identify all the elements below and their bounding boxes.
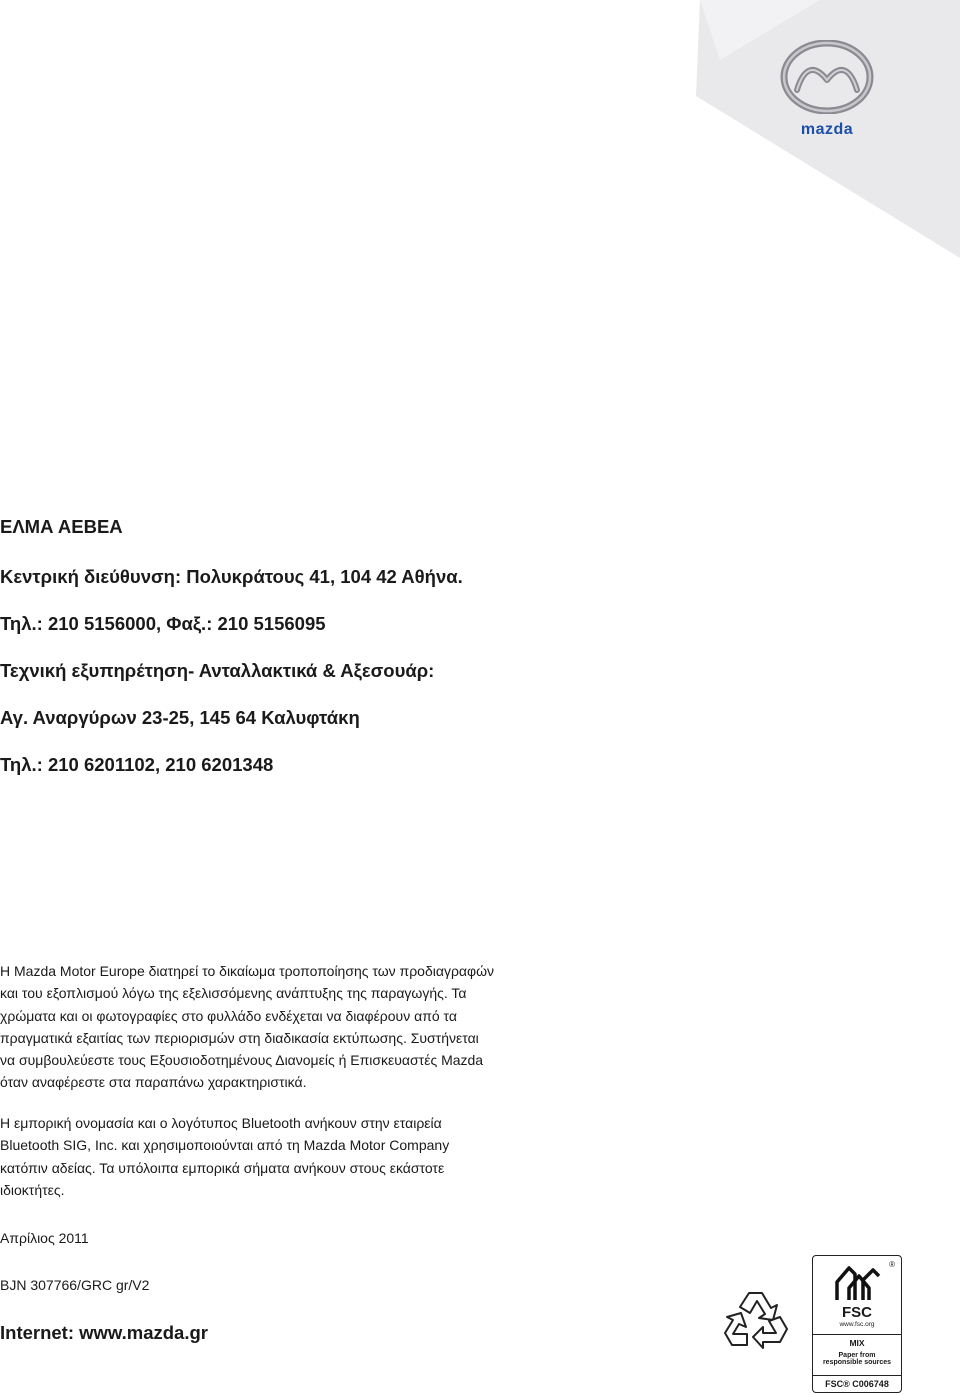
mazda-wordmark: mazda <box>800 121 854 138</box>
fsc-registered-mark: ® <box>889 1260 895 1269</box>
service-phone: Τηλ.: 210 6201102, 210 6201348 <box>0 754 274 775</box>
mazda-logo-icon <box>779 40 875 114</box>
service-address: Αγ. Αναργύρων 23-25, 145 64 Καλυφτάκη <box>0 707 360 728</box>
fsc-source-line: Paper from <box>838 1352 876 1359</box>
disclaimer-line: όταν αναφέρεστε στα παραπάνω χαρακτηριστικά. <box>0 1074 307 1091</box>
fsc-name: FSC <box>842 1304 872 1321</box>
fsc-mix: MIX <box>813 1334 901 1348</box>
recycle-icon <box>722 1287 792 1353</box>
fsc-source-line: responsible sources <box>822 1359 892 1367</box>
fsc-tree-icon <box>827 1260 887 1304</box>
disclaimer-line: και του εξοπλισμού λόγω της εξελισσόμενης ανάπτυξης της παραγωγής. Τα <box>0 985 467 1002</box>
service-title: Τεχνική εξυπηρέτηση- Ανταλλακτικά & Αξεσουάρ: <box>0 660 435 681</box>
trademark-paragraph <box>0 1112 560 1201</box>
trademark-line: Bluetooth SIG, Inc. και χρησιμοποιούνται από τη Mazda Motor Company <box>0 1137 450 1154</box>
fsc-license-code: FSC® C006748 <box>813 1375 901 1389</box>
fsc-label <box>812 1255 902 1393</box>
disclaimer-line: πραγματικά εξαιτίας των περιορισμών στη διαδικασία εκτύπωσης. Συστήνεται <box>0 1029 479 1046</box>
website-link[interactable]: Internet: www.mazda.gr <box>0 1322 208 1343</box>
company-name: ΕΛΜΑ ΑΕΒΕΑ <box>0 516 123 537</box>
disclaimer-line: Η Mazda Motor Europe διατηρεί το δικαίωμα τροποποίησης των προδιαγραφών <box>0 963 495 979</box>
disclaimer-paragraph <box>0 960 560 1094</box>
head-office-address: Κεντρική διεύθυνση: Πολυκράτους 41, 104 42 Αθήνα. <box>0 566 463 587</box>
trademark-line: κατόπιν αδείας. Τα υπόλοιπα εμπορικά σήματα ανήκουν στους εκάστοτε <box>0 1159 445 1176</box>
trademark-line: ιδιοκτήτες. <box>0 1181 65 1198</box>
fsc-source <box>813 1352 901 1367</box>
disclaimer-line: χρώματα και οι φωτογραφίες στο φυλλάδο ενδέχεται να διαφέρουν από τα <box>0 1007 457 1024</box>
phone-fax: Τηλ.: 210 5156000, Φαξ.: 210 5156095 <box>0 613 326 634</box>
mazda-logo <box>772 40 882 140</box>
document-code: BJN 307766/GRC gr/V2 <box>0 1277 150 1293</box>
trademark-line: Η εμπορική ονομασία και ο λογότυπος Bluetooth ανήκουν στην εταιρεία <box>0 1115 442 1131</box>
disclaimer-line: να συμβουλεύεστε τους Εξουσιοδοτημένους Διανομείς ή Επισκευαστές Mazda <box>0 1052 484 1069</box>
publication-date: Απρίλιος 2011 <box>0 1230 89 1246</box>
fsc-url: www.fsc.org <box>839 1321 875 1328</box>
